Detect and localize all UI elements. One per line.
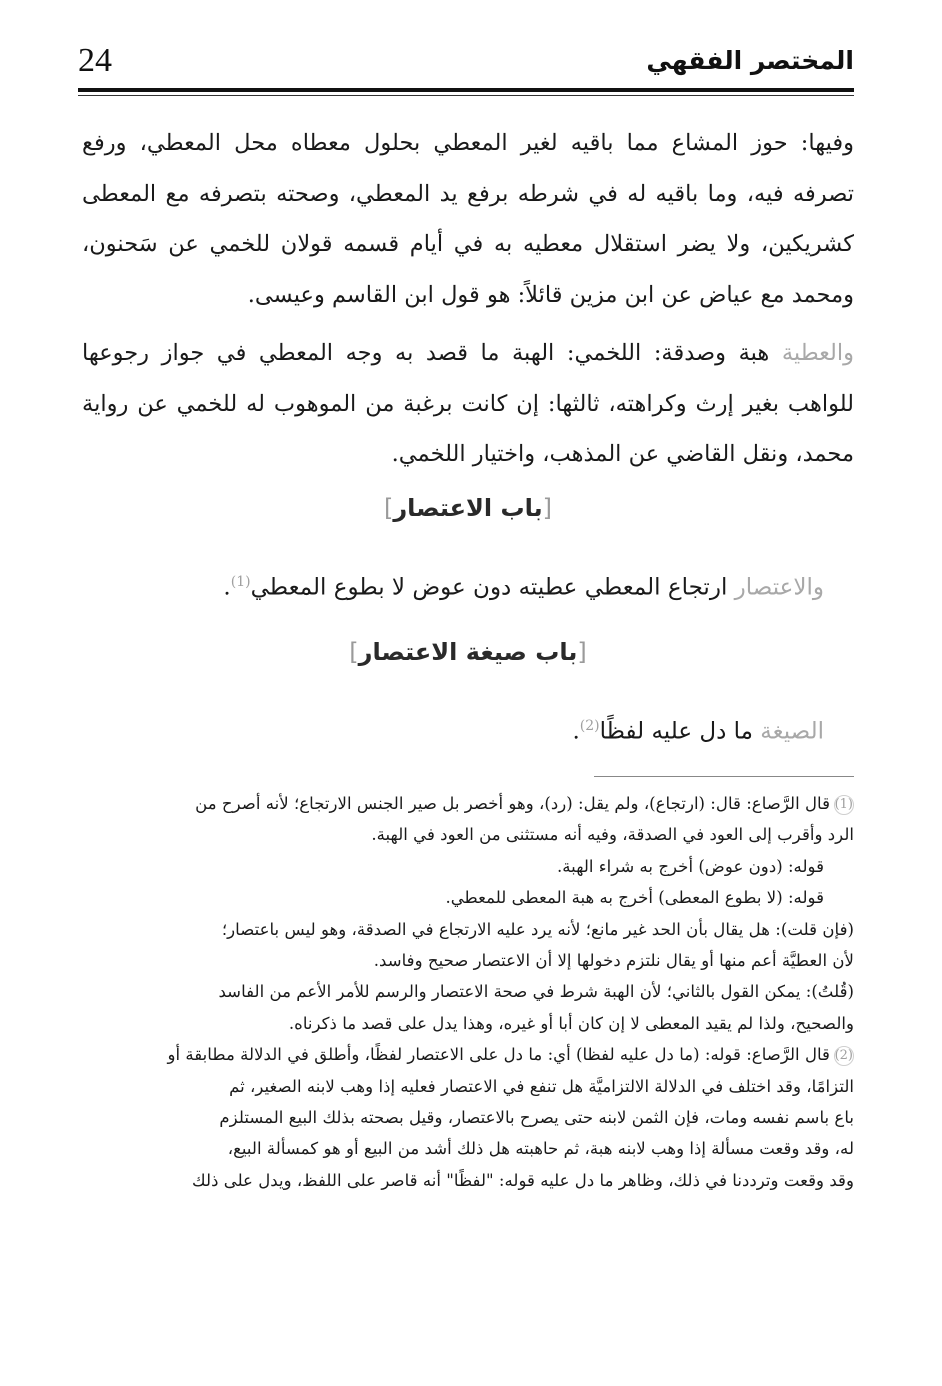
running-title: المختصر الفقهي [646,46,854,75]
heading-text: باب الاعتصار [393,494,543,522]
chapter-heading-sigha [82,638,854,666]
definition-iatisar [82,562,854,608]
definition-text: ما دل عليه لفظًا [599,718,761,745]
footnote-2-number: (2) [834,1046,854,1066]
paragraph-2 [82,328,854,480]
footnote-1-line: الرد وأقرب إلى العود في الصدقة، وفيه أنه مستثنى من العود في الهبة. [371,825,854,845]
definition-text: ارتجاع المعطي عطيته دون عوض لا بطوع المعطي [250,574,735,601]
heading-bracket-close: ] [383,494,394,522]
page-number: 24 [78,42,112,79]
footnote-1-line [82,788,854,819]
footnote-2-line: باع باسم نفسه ومات، فإن الثمن لابنه حتى يصرح بالاعتصار، وقيل بصحته بذلك البيع المستلزم [219,1108,854,1128]
definition-lead: الصيغة [760,718,824,745]
footnote-1-line: (قُلتُ): يمكن القول بالثاني؛ لأن الهبة شرط في صحة الاعتصار والرسم للأمر الأعم من الفاسد [218,982,854,1002]
footnote-separator [594,776,854,777]
footnote-2-line: التزامًا، وقد اختلف في الدلالة الالتزاميَّة هل تنفع في الاعتصار فعليه إذا وهب لابنه الصغير، ثم [229,1076,854,1096]
footnote-1-number: (1) [834,795,854,815]
footnote-2-line: له، وقد وقعت مسألة إذا وهب لابنه هبة، ثم حاهبته هل ذلك أشد من البيع أو هو كمسألة البيع، [227,1139,854,1159]
chapter-heading-iatisar [82,494,854,522]
footnote-text: قال الرَّصاع: قوله: (ما دل عليه لفظا) أي: ما دل على الاعتصار لفظًا، وأطلق في الدلالة مطابقة أو [167,1045,830,1065]
paragraph-2-lead: والعطية [781,340,854,366]
footnote-2-line [82,1039,854,1070]
footnotes [82,788,854,1196]
header-rule [78,88,854,92]
definition-sigha [82,706,854,752]
paragraph-1: وفيها: حوز المشاع مما باقيه لغير المعطي بحلول معطاه محل المعطي، ورفع تصرفه فيه، وما باقيه له في شرطه برفع يد المعطي، وصحته بتصرفه مع المعطى كشريكين، ولا يضر استقلال معطيه به في أيام قسمه قولان للخمي عن سَحنون، ومحمد مع عياض عن ابن مزين قائلاً: هو قول ابن القاسم وعيسى. [82,130,854,308]
page-header [78,34,854,90]
header-rule-thin [78,95,854,96]
paragraph-2-text: هبة وصدقة: اللخمي: الهبة ما قصد به وجه المعطي في جواز رجوعها للواهب بغير إرث وكراهته، ثالثها: إن كانت برغبة من الموهوب له للخمي عن رواية محمد، ونقل القاضي عن المذهب، واختيار اللخمي. [82,340,854,467]
footnote-2-line: وقد وقعت وترددنا في ذلك، وظاهر ما دل عليه قوله: "لفظًا" أنه قاصر على اللفظ، ويدل على ذلك [192,1170,854,1190]
footnote-1-line: والصحيح، ولذا لم يقيد المعطى لا إن كان أبا أو غيره، وهذا يدل على قصد ما ذكرناه. [288,1013,854,1033]
footnote-1-line: (فإن قلت): هل يقال بأن الحد غير مانع؛ لأنه يرد عليه الارتجاع في الصدقة، وهو ليس باعتصار؛ [221,919,854,939]
heading-bracket-close: ] [349,638,359,666]
heading-bracket-open: [ [542,494,552,522]
footnote-1-line: قوله: (دون عوض) أخرج به شراء الهبة. [557,856,824,876]
footnote-1-line: قوله: (لا بطوع المعطى) أخرج به هبة المعطى للمعطي. [445,888,824,908]
footnote-marker-2[interactable]: (2) [579,718,600,734]
main-text [82,118,854,480]
definition-end: . [223,574,231,601]
footnote-text: قال الرَّصاع: قال: (ارتجاع)، ولم يقل: (رد)، وهو أخصر بل صير الجنس الارتجاع؛ لأنه أصرح من [195,794,830,813]
footnote-1-line: لأن العطيَّة أعم منها أو يقال نلتزم دخولها إلا أن الاعتصار صحيح وفاسد. [373,951,854,971]
definition-end: . [572,718,580,745]
heading-text: باب صيغة الاعتصار [358,638,578,666]
definition-lead: والاعتصار [734,574,824,601]
footnote-marker-1[interactable]: (1) [230,574,251,590]
heading-bracket-open: [ [577,638,587,666]
